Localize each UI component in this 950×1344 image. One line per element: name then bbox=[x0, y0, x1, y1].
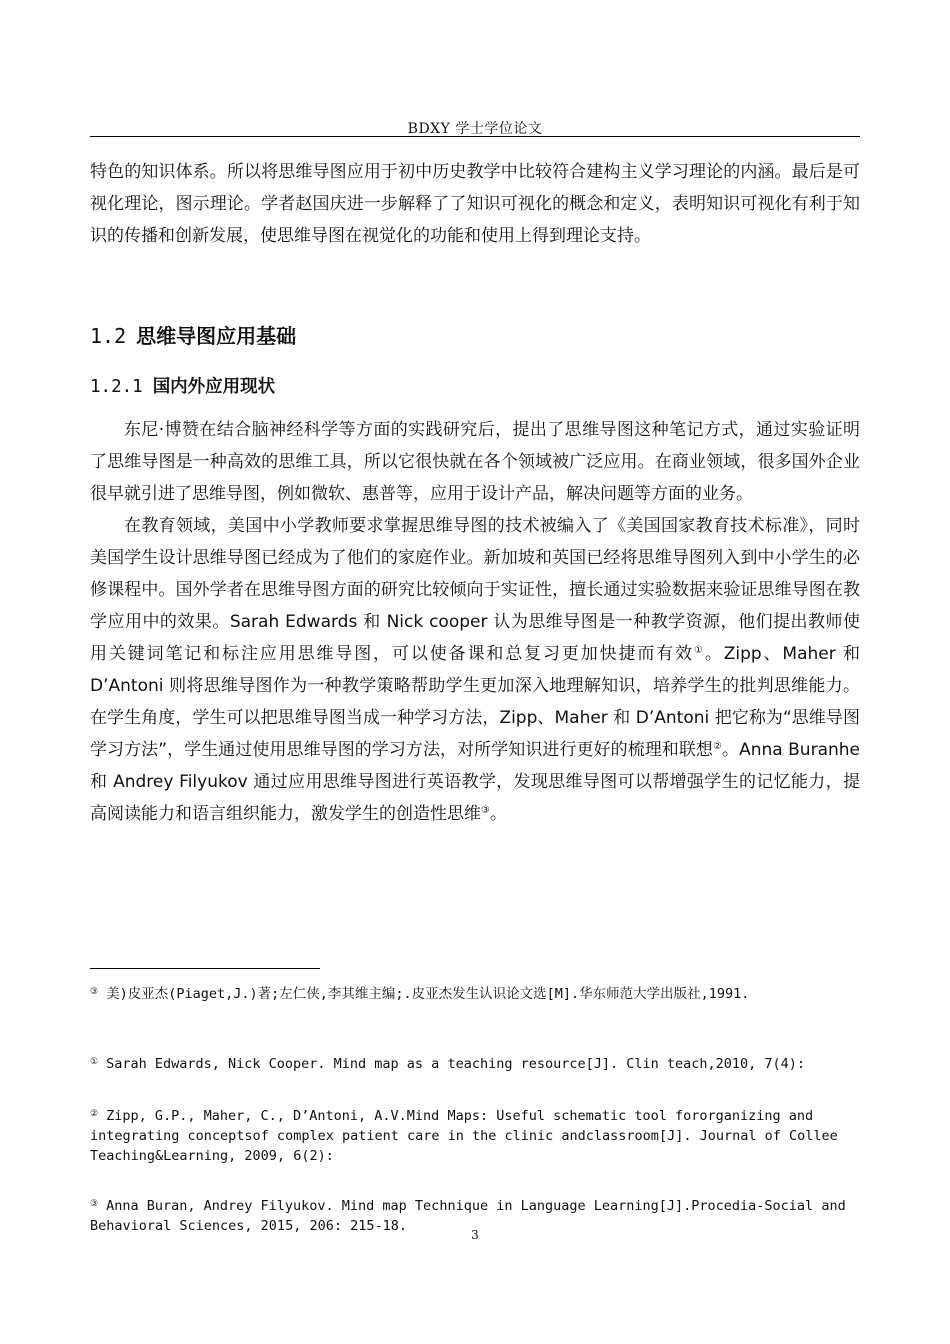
footnote-text: Zipp, G.P., Maher, C., D’Antoni, A.V.Mind Maps: Useful schematic tool fororganizing and integrating conceptsof complex patient care in the clinic andclassroom[J]. Journal of Collee Teaching&Learning, 2009, 6(2): bbox=[90, 1108, 838, 1164]
paragraph-1: 东尼·博赞在结合脑神经科学等方面的实践研究后，提出了思维导图这种笔记方式，通过实验证明了思维导图是一种高效的思维工具，所以它很快就在各个领域被广泛应用。在商业领域，很多国外企业很早就引进了思维导图，例如微软、惠普等，应用于设计产品，解决问题等方面的业务。 bbox=[90, 420, 860, 504]
footnote-item bbox=[90, 982, 860, 1004]
header-rule bbox=[90, 136, 860, 137]
footnote-mark: ② bbox=[90, 1109, 99, 1119]
section-heading bbox=[90, 320, 296, 349]
subsection-heading bbox=[90, 373, 275, 398]
footnote-ref-3[interactable]: ③ bbox=[481, 805, 490, 816]
paragraph-2-part-3: 。Anna Buranhe 和 Andrey Filyukov 通过应用思维导图进行英语教学，发现思维导图可以帮增强学生的记忆能力，提高阅读能力和语言组织能力，激发学生的创造性思维 bbox=[90, 740, 861, 824]
footnote-text: Anna Buran, Andrey Filyukov. Mind map Technique in Language Learning[J].Procedia-Social and Behavioral Sciences, 2015, 206: 215-18. bbox=[90, 1198, 846, 1234]
footnote-mark: ③ bbox=[90, 1199, 99, 1209]
running-header: BDXY 学士学位论文 bbox=[407, 121, 543, 137]
intro-paragraph bbox=[90, 156, 860, 252]
page-number: 3 bbox=[471, 1228, 479, 1242]
body-paragraphs bbox=[90, 414, 860, 830]
footnote-text: 美)皮亚杰(Piaget,J.)著;左仁侠,李其维主编;.皮亚杰发生认识论文选[M].华东师范大学出版社,1991. bbox=[106, 986, 750, 1002]
paragraph-2-part-1: 在教育领域，美国中小学教师要求掌握思维导图的技术被编入了《美国国家教育技术标准》，同时美国学生设计思维导图已经成为了他们的家庭作业。新加坡和英国已经将思维导图列入到中小学生的必修课程中。国外学者在思维导图方面的研究比较倾向于实证性，擅长通过实验数据来验证思维导图在教学应用中的效果。Sarah Edwards 和 Nick cooper 认为思维导图是一种教学资源，他们提出教师使用关键词笔记和标注应用思维导图，可以使备课和总复习更加快捷而有效 bbox=[90, 516, 860, 664]
subsection-number: 1.2.1 bbox=[90, 377, 143, 397]
footnote-ref-2[interactable]: ② bbox=[713, 741, 723, 752]
footnote-mark: ③ bbox=[90, 987, 99, 997]
paragraph-2-part-4: 。 bbox=[489, 804, 507, 824]
footnote-item bbox=[90, 1052, 860, 1074]
subsection-title: 国内外应用现状 bbox=[152, 377, 276, 397]
paragraph-2-part-2: 。Zipp、Maher 和 D’Antoni 则将思维导图作为一种教学策略帮助学生更加深入地理解知识，培养学生的批判思维能力。在学生角度，学生可以把思维导图当成一种学习方法，Zipp、Maher 和 D’Antoni 把它称为“思维导图学习方法”，学生通过使用思维导图的学习方法，对所学知识进行更好的梳理和联想 bbox=[90, 644, 861, 760]
footnote-item bbox=[90, 1104, 860, 1166]
footnote-text: Sarah Edwards, Nick Cooper. Mind map as a teaching resource[J]. Clin teach,2010, 7(4): bbox=[106, 1056, 806, 1072]
paragraph-2 bbox=[90, 510, 860, 830]
footnote-separator bbox=[90, 968, 320, 969]
intro-text: 特色的知识体系。所以将思维导图应用于初中历史教学中比较符合建构主义学习理论的内涵。最后是可视化理论，图示理论。学者赵国庆进一步解释了了知识可视化的概念和定义，表明知识可视化有利于知识的传播和创新发展，使思维导图在视觉化的功能和使用上得到理论支持。 bbox=[90, 162, 860, 246]
footnote-mark: ① bbox=[90, 1057, 99, 1067]
section-title: 思维导图应用基础 bbox=[136, 324, 297, 348]
section-number: 1.2 bbox=[90, 324, 127, 348]
footnote-ref-1[interactable]: ① bbox=[694, 645, 705, 656]
